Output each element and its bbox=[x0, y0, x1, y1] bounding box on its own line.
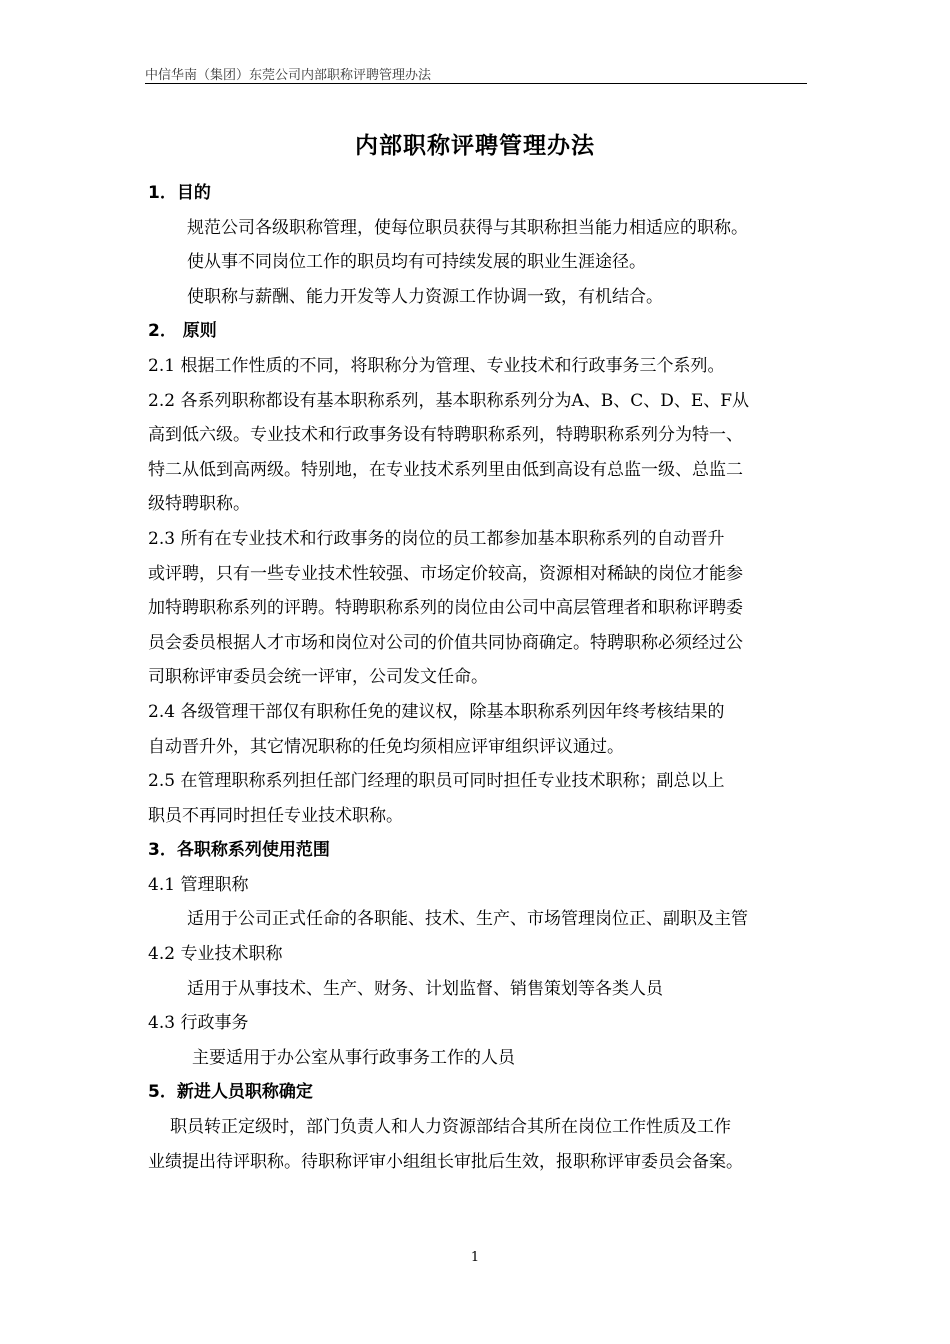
body-line: 高到低六级。专业技术和行政事务设有特聘职称系列，特聘职称系列分为特一、 bbox=[148, 425, 743, 446]
body-line: 4.2 专业技术职称 bbox=[148, 944, 283, 965]
body-line: 司职称评审委员会统一评审，公司发文任命。 bbox=[148, 667, 488, 688]
body-line: 2.4 各级管理干部仅有职称任免的建议权，除基本职称系列因年终考核结果的 bbox=[148, 701, 725, 722]
document-title: 内部职称评聘管理办法 bbox=[355, 133, 595, 159]
page-number: 1 bbox=[470, 1250, 480, 1265]
running-header: 中信华南（集团）东莞公司内部职称评聘管理办法 bbox=[145, 68, 432, 83]
body-line: 级特聘职称。 bbox=[148, 494, 250, 515]
body-line: 或评聘，只有一些专业技术性较强、市场定价较高，资源相对稀缺的岗位才能参 bbox=[148, 563, 743, 584]
body-line: 2.3 所有在专业技术和行政事务的岗位的员工都参加基本职称系列的自动晋升 bbox=[148, 528, 725, 549]
body-line: 业绩提出待评职称。待职称评审小组组长审批后生效，报职称评审委员会备案。 bbox=[148, 1151, 743, 1172]
document-body bbox=[148, 176, 823, 1179]
header-rule bbox=[145, 83, 807, 84]
section-heading: 3．各职称系列使用范围 bbox=[148, 840, 330, 861]
body-line: 职员转正定级时，部门负责人和人力资源部结合其所在岗位工作性质及工作 bbox=[170, 1117, 731, 1138]
body-line: 使从事不同岗位工作的职员均有可持续发展的职业生涯途径。 bbox=[187, 252, 646, 273]
body-line: 4.3 行政事务 bbox=[148, 1013, 249, 1034]
body-line: 适用于从事技术、生产、财务、计划监督、销售策划等各类人员 bbox=[187, 978, 663, 999]
body-line: 2.5 在管理职称系列担任部门经理的职员可同时担任专业技术职称；副总以上 bbox=[148, 771, 725, 792]
body-line: 规范公司各级职称管理，使每位职员获得与其职称担当能力相适应的职称。 bbox=[187, 217, 748, 238]
body-line: 4.1 管理职称 bbox=[148, 874, 249, 895]
body-line: 2.1 根据工作性质的不同，将职称分为管理、专业技术和行政事务三个系列。 bbox=[148, 355, 725, 376]
body-line: 自动晋升外，其它情况职称的任免均须相应评审组织评议通过。 bbox=[148, 736, 624, 757]
body-line: 主要适用于办公室从事行政事务工作的人员 bbox=[192, 1047, 515, 1068]
section-heading: 2． 原则 bbox=[148, 321, 217, 342]
body-line: 员会委员根据人才市场和岗位对公司的价值共同协商确定。特聘职称必须经过公 bbox=[148, 632, 743, 653]
body-line: 职员不再同时担任专业技术职称。 bbox=[148, 805, 403, 826]
section-heading: 5．新进人员职称确定 bbox=[148, 1082, 313, 1103]
body-line: 加特聘职称系列的评聘。特聘职称系列的岗位由公司中高层管理者和职称评聘委 bbox=[148, 598, 743, 619]
body-line: 使职称与薪酬、能力开发等人力资源工作协调一致，有机结合。 bbox=[187, 286, 663, 307]
body-line: 2.2 各系列职称都设有基本职称系列，基本职称系列分为A、B、C、D、E、F从 bbox=[148, 390, 750, 411]
body-line: 适用于公司正式任命的各职能、技术、生产、市场管理岗位正、副职及主管 bbox=[187, 909, 748, 930]
body-line: 特二从低到高两级。特别地，在专业技术系列里由低到高设有总监一级、总监二 bbox=[148, 459, 743, 480]
section-heading: 1．目的 bbox=[148, 183, 211, 203]
